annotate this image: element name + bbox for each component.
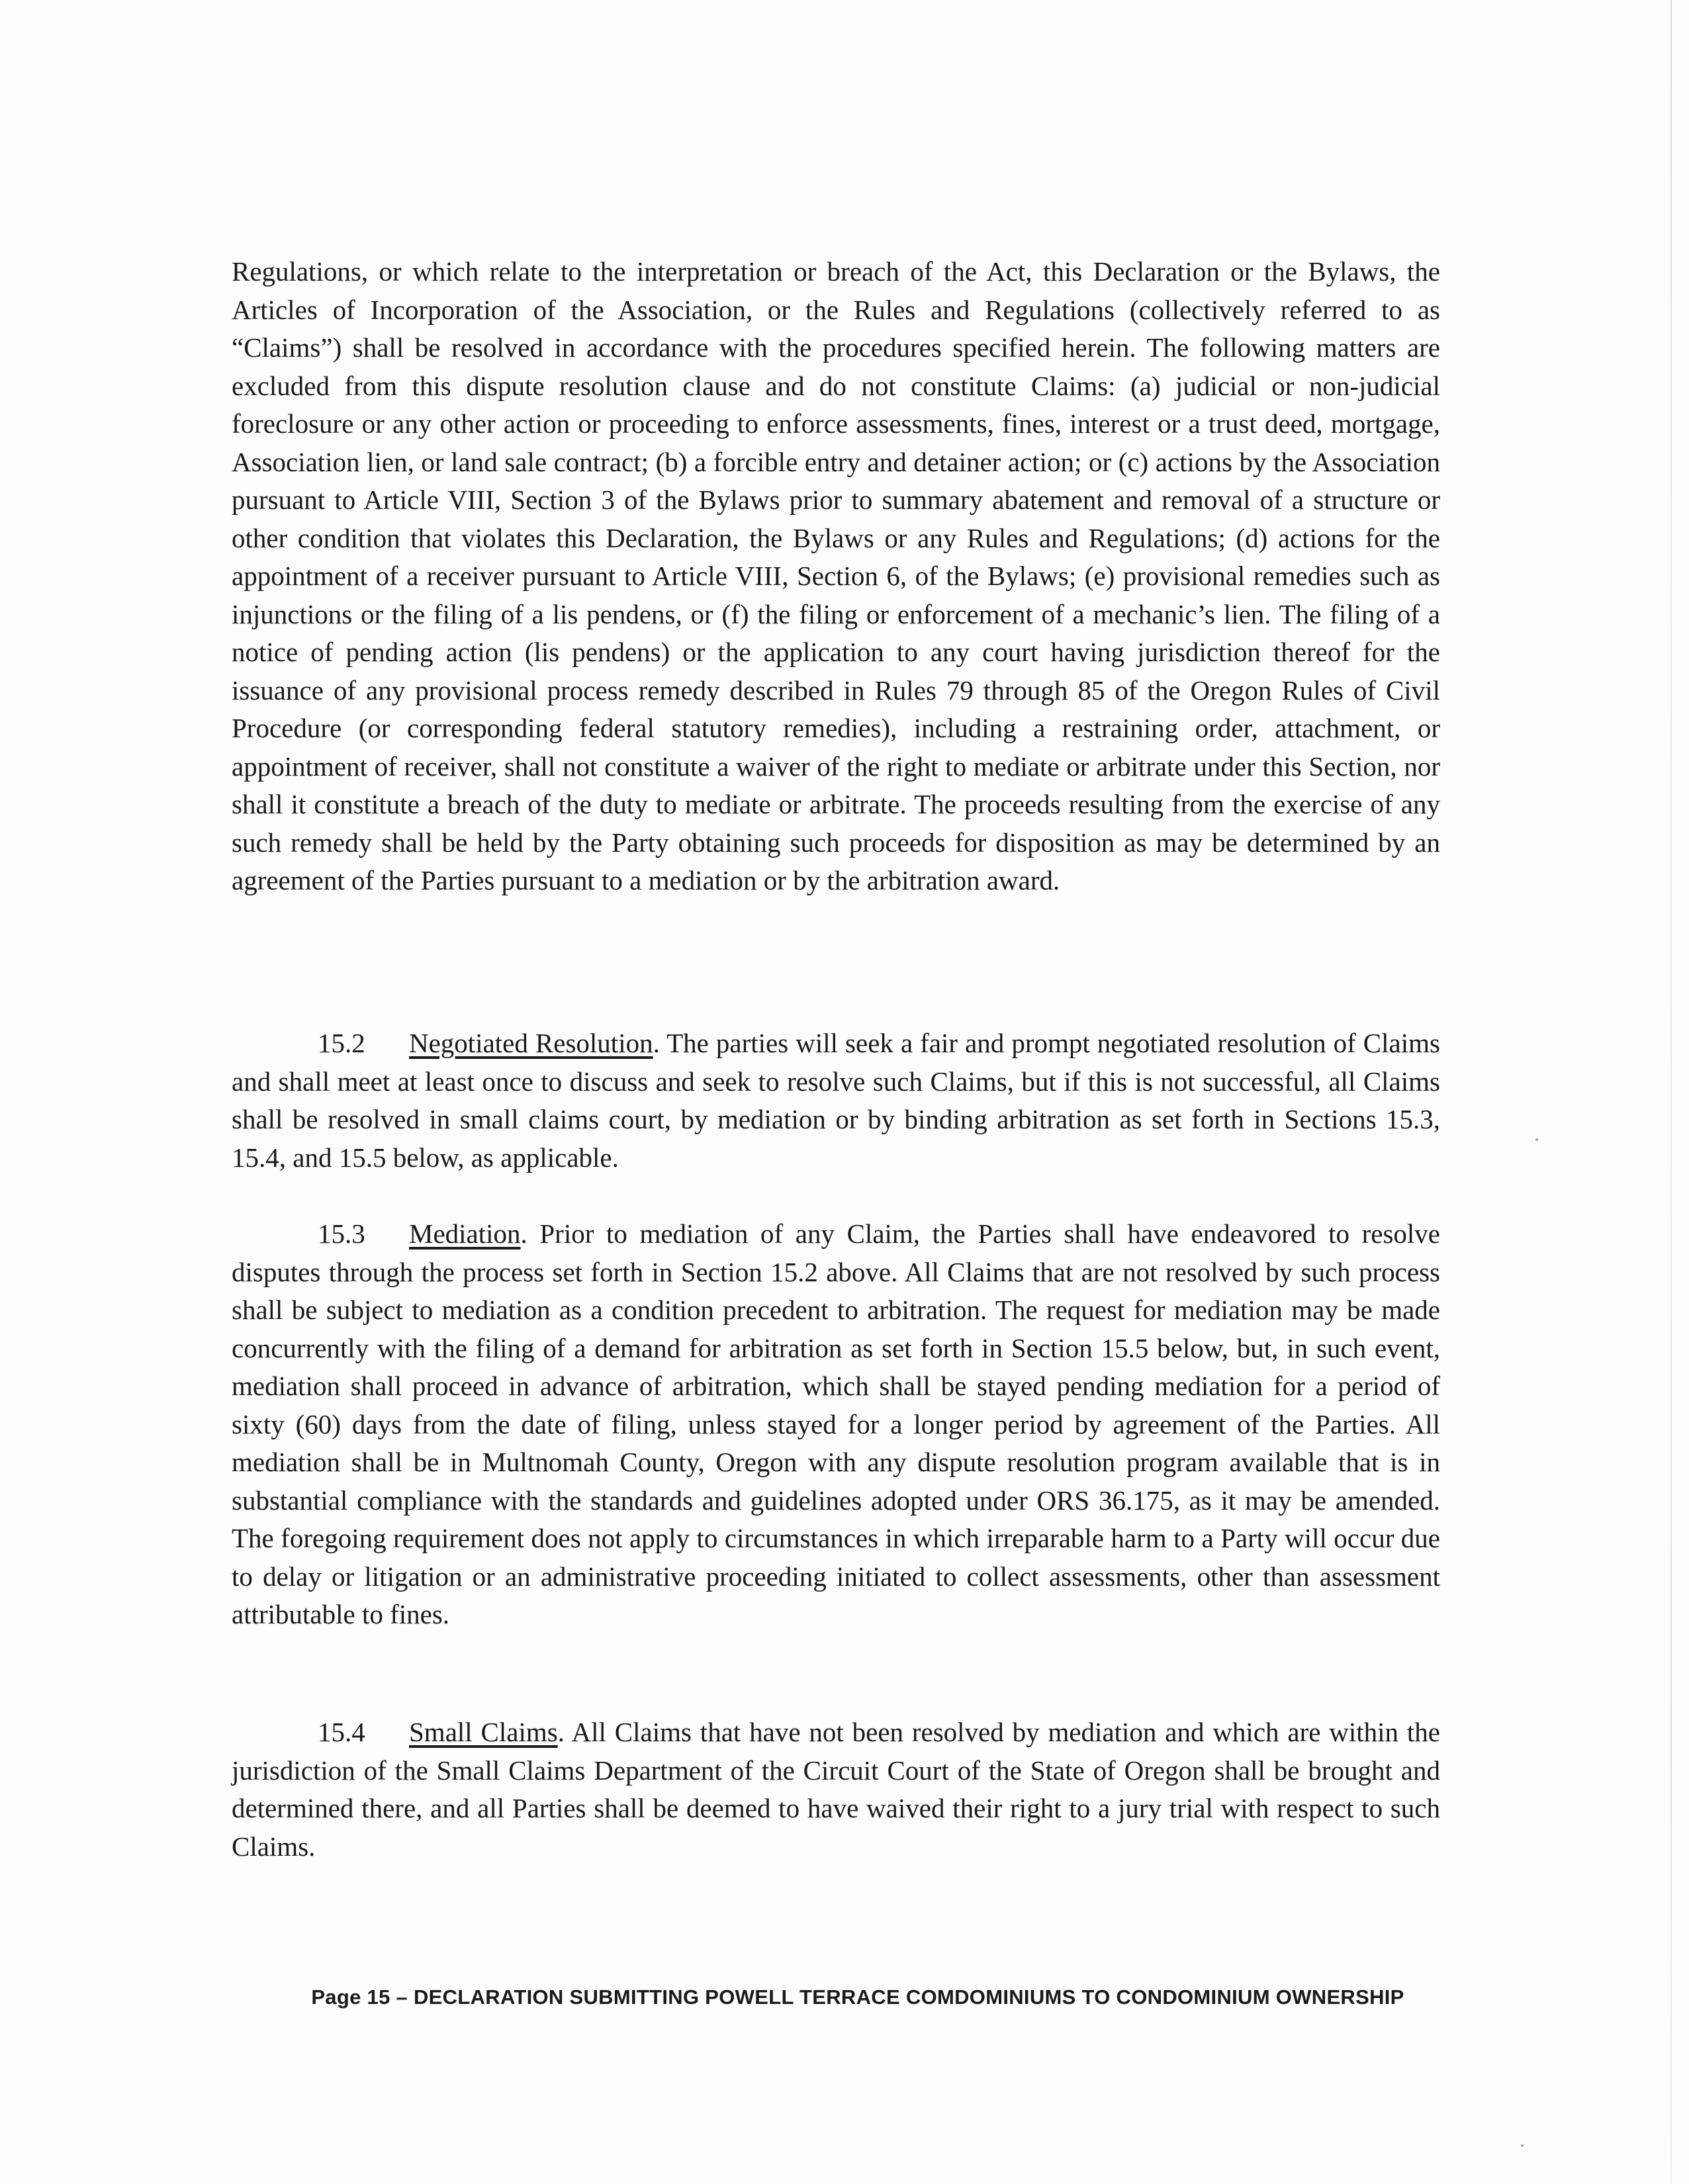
section-number: 15.2: [318, 1028, 365, 1058]
section-title: Negotiated Resolution: [409, 1028, 653, 1058]
section-title: Small Claims: [409, 1717, 558, 1747]
section-15-2: [232, 1024, 1440, 1177]
scan-speck: [1521, 2144, 1524, 2147]
section-15-3: [232, 1215, 1440, 1634]
section-body: . Prior to mediation of any Claim, the Parties shall have endeavored to resolve disputes through the process set forth in Section 15.2 above. All Claims that are not resolved by such process shall be subject to mediation as a condition precedent to arbitration. The request for mediation may be made concurrently with the filing of a demand for arbitration as set forth in Section 15.5 below, but, in such event, mediation shall proceed in advance of arbitration, which shall be stayed pending mediation for a period of sixty (60) days from the date of filing, unless stayed for a longer period by agreement of the Parties. All mediation shall be in Multnomah County, Oregon with any dispute resolution program available that is in substantial compliance with the standards and guidelines adopted under ORS 36.175, as it may be amended. The foregoing requirement does not apply to circumstances in which irreparable harm to a Party will occur due to delay or litigation or an administrative proceeding initiated to collect assessments, other than assessment attributable to fines.: [232, 1218, 1440, 1629]
scan-speck: [1535, 1138, 1538, 1141]
paragraph-continuation: Regulations, or which relate to the interpretation or breach of the Act, this Declaration or the Bylaws, the Articles of Incorporation of the Association, or the Rules and Regulations (collectively referred to as “Claims”) shall be resolved in accordance with the procedures specified herein. The following matters are excluded from this dispute resolution clause and do not constitute Claims: (a) judicial or non-judicial foreclosure or any other action or proceeding to enforce assessments, fines, interest or a trust deed, mortgage, Association lien, or land sale contract; (b) a forcible entry and detainer action; or (c) actions by the Association pursuant to Article VIII, Section 3 of the Bylaws prior to summary abatement and removal of a structure or other condition that violates this Declaration, the Bylaws or any Rules and Regulations; (d) actions for the appointment of a receiver pursuant to Article VIII, Section 6, of the Bylaws; (e) provisional remedies such as injunctions or the filing of a lis pendens, or (f) the filing or enforcement of a mechanic’s lien. The filing of a notice of pending action (lis pendens) or the application to any court having jurisdiction thereof for the issuance of any provisional process remedy described in Rules 79 through 85 of the Oregon Rules of Civil Procedure (or corresponding federal statutory remedies), including a restraining order, attachment, or appointment of receiver, shall not constitute a waiver of the right to mediate or arbitrate under this Section, nor shall it constitute a breach of the duty to mediate or arbitrate. The proceeds resulting from the exercise of any such remedy shall be held by the Party obtaining such proceeds for disposition as may be determined by an agreement of the Parties pursuant to a mediation or by the arbitration award.: [232, 256, 1440, 895]
section-body: . The parties will seek a fair and prompt negotiated resolution of Claims and shall meet at least once to discuss and seek to resolve such Claims, but if this is not successful, all Claims shall be resolved in small claims court, by mediation or by binding arbitration as set forth in Sections 15.3, 15.4, and 15.5 below, as applicable.: [232, 1028, 1440, 1173]
section-title: Mediation: [409, 1218, 521, 1249]
section-number: 15.3: [318, 1218, 365, 1249]
page-footer: Page 15 – DECLARATION SUBMITTING POWELL TERRACE COMDOMINIUMS TO CONDOMINIUM OWNERSHIP: [311, 1985, 1404, 2009]
section-15-4: [232, 1713, 1440, 1866]
section-number: 15.4: [318, 1717, 365, 1747]
scan-edge-line: [1670, 0, 1672, 2184]
section-body: . All Claims that have not been resolved by mediation and which are within the jurisdiction of the Small Claims Department of the Circuit Court of the State of Oregon shall be brought and determined there, and all Parties shall be deemed to have waived their right to a jury trial with respect to such Claims.: [232, 1717, 1440, 1862]
